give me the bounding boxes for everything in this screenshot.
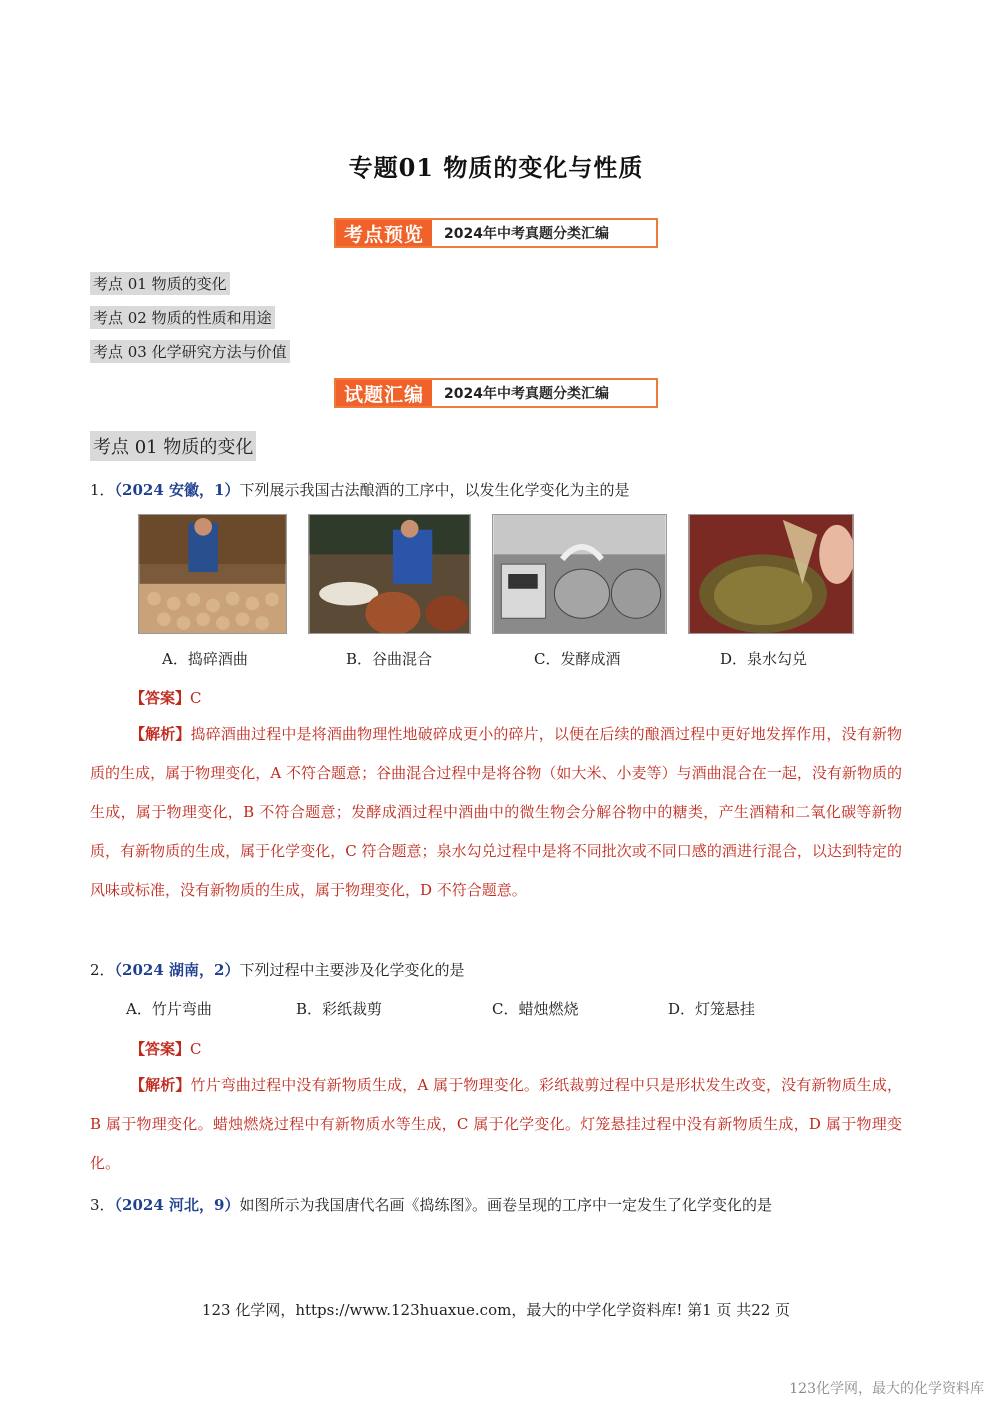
question-2: [90, 959, 464, 980]
crushing-yeast-image: [138, 514, 287, 634]
banner-subtitle: 2024年中考真题分类汇编: [444, 226, 609, 242]
q1-option-b: B．谷曲混合: [346, 650, 433, 668]
q2-answer: [130, 1038, 202, 1059]
preview-banner: [334, 218, 658, 248]
question-number: 3．: [90, 1196, 115, 1214]
banner-tag: 考点预览: [336, 220, 432, 246]
banner-tag: 试题汇编: [336, 380, 432, 406]
q2-option-c: C．蜡烛燃烧: [492, 1000, 579, 1018]
toc-item-2[interactable]: 考点 02 物质的性质和用途: [90, 306, 275, 329]
page-title: 专题01 物质的变化与性质: [348, 153, 644, 182]
q1-option-a: A．捣碎酒曲: [162, 650, 248, 668]
banner-subtitle: 2024年中考真题分类汇编: [444, 386, 609, 402]
q1-answer: [130, 687, 202, 708]
question-source: （2024 安徽，1）: [114, 481, 240, 499]
q2-option-d: D．灯笼悬挂: [668, 1000, 756, 1018]
q2-option-b: B．彩纸裁剪: [296, 1000, 383, 1018]
question-number: 2．: [90, 961, 115, 979]
answer-value: C: [190, 689, 202, 707]
q2-option-a: A．竹片弯曲: [126, 1000, 212, 1018]
page-footer: 123 化学网，https://www.123huaxue.com，最大的中学化学资料库! 第1 页 共22 页: [201, 1301, 791, 1319]
toc-item-1[interactable]: 考点 01 物质的变化: [90, 272, 230, 295]
question-text: 如图所示为我国唐代名画《捣练图》。画卷呈现的工序中一定发生了化学变化的是: [239, 1196, 772, 1214]
question-3: [90, 1194, 772, 1215]
explain-label: 【解析】: [130, 725, 191, 743]
toc-item-3[interactable]: 考点 03 化学研究方法与价值: [90, 340, 290, 363]
question-text: 下列过程中主要涉及化学变化的是: [239, 961, 465, 979]
question-1: [90, 479, 629, 500]
watermark: 123化学网，最大的化学资料库: [789, 1381, 984, 1397]
answer-label: 【答案】: [130, 689, 191, 707]
mixing-grain-image: [308, 514, 471, 634]
q1-explanation: [90, 715, 902, 910]
question-source: （2024 河北，9）: [114, 1196, 240, 1214]
fermenting-image: [492, 514, 667, 634]
explain-text: 捣碎酒曲过程中是将酒曲物理性地破碎成更小的碎片，以便在后续的酿酒过程中更好地发挥作用，没有新物质的生成，属于物理变化，A 不符合题意；谷曲混合过程中是将谷物（如大米、小麦等）与酒曲混合在一起，没有新物质的生成，属于物理变化，B 不符合题意；发酵成酒过程中酒曲中的微生物会分解谷物中的糖类，产生酒精和二氧化碳等新物质，有新物质的生成，属于化学变化，C 符合题意；泉水勾兑过程中是将不同批次或不同口感的酒进行混合，以达到特定的风味或标准，没有新物质的生成，属于物理变化，D 不符合题意。: [90, 725, 902, 899]
q1-option-d: D．泉水勾兑: [720, 650, 808, 668]
section-heading: 考点 01 物质的变化: [90, 431, 256, 461]
answer-label: 【答案】: [130, 1040, 191, 1058]
answer-value: C: [190, 1040, 202, 1058]
explain-label: 【解析】: [130, 1076, 191, 1094]
question-text: 下列展示我国古法酿酒的工序中，以发生化学变化为主的是: [239, 481, 630, 499]
questions-banner: [334, 378, 658, 408]
explain-text: 竹片弯曲过程中没有新物质生成，A 属于物理变化。彩纸裁剪过程中只是形状发生改变，没有新物质生成，B 属于物理变化。蜡烛燃烧过程中有新物质水等生成，C 属于化学变化。灯笼悬挂过程中没有新物质生成，D 属于物理变化。: [90, 1076, 902, 1172]
question-source: （2024 湖南，2）: [114, 961, 240, 979]
q2-explanation: [90, 1066, 902, 1183]
blending-water-image: [688, 514, 854, 634]
question-number: 1．: [90, 481, 115, 499]
q1-option-c: C．发酵成酒: [534, 650, 621, 668]
